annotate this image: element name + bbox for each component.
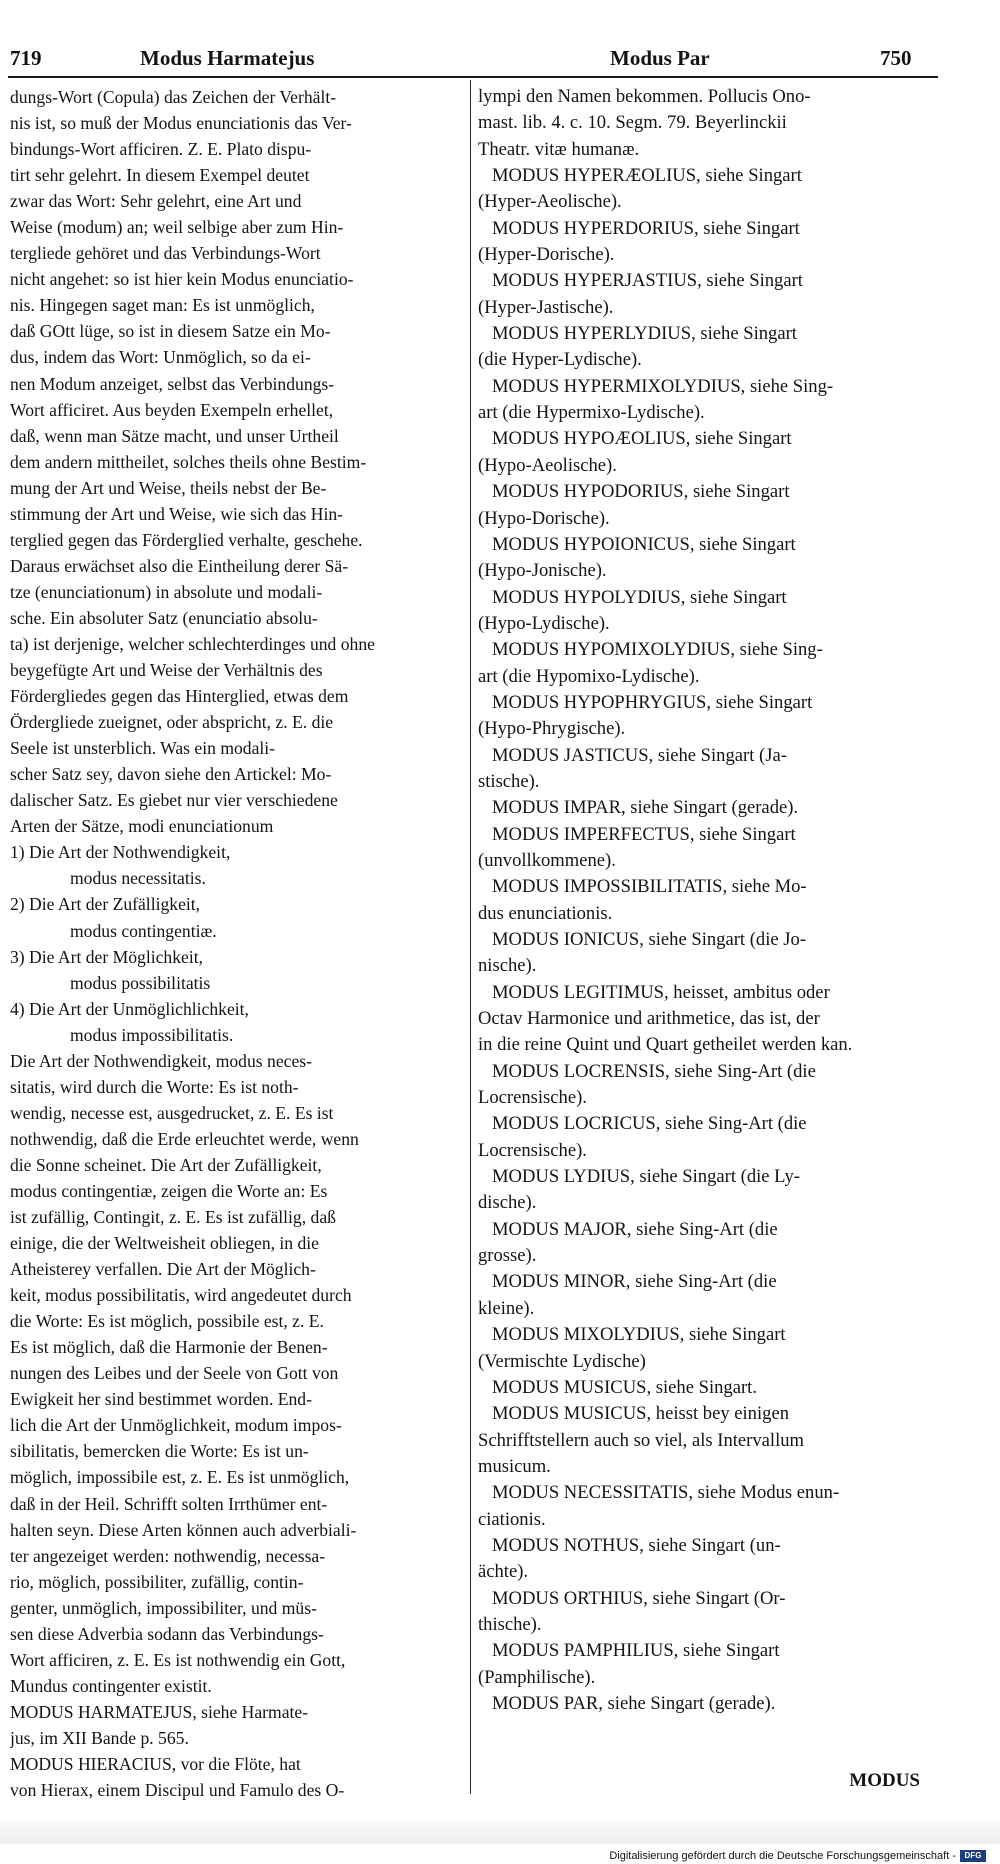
enumeration-latin: modus necessitatis. — [70, 868, 206, 889]
left-text-line: Wort afficiren, z. E. Es ist nothwendig ein Gott, — [10, 1649, 346, 1670]
left-text-line: Ördergliede zueignet, oder abspricht, z. E. die — [10, 712, 334, 733]
left-text-line: sche. Ein absoluter Satz (enunciatio absolu- — [10, 607, 318, 628]
dictionary-entry: MODUS NECESSITATIS, siehe Modus enun- — [492, 1482, 840, 1504]
dictionary-entry: MODUS MINOR, siehe Sing-Art (die — [492, 1271, 777, 1293]
enumeration-item — [10, 891, 460, 943]
left-text-line: nis ist, so muß der Modus enunciationis das Ver- — [10, 113, 352, 134]
catchword: MODUS — [849, 1770, 920, 1791]
dictionary-entry: MODUS HYPOÆOLIUS, siehe Singart — [492, 428, 792, 450]
left-text-line: keit, modus possibilitatis, wird angedeutet durch — [10, 1285, 352, 1306]
dictionary-entry: MODUS PAMPHILIUS, siehe Singart — [492, 1640, 780, 1662]
entry-continuation: (Hypo-Jonische). — [478, 560, 607, 582]
dictionary-entry: MODUS MUSICUS, heisst bey einigen — [492, 1403, 789, 1425]
entry-continuation: (Hypo-Aeolische). — [478, 454, 617, 476]
entry-continuation: lympi den Namen bekommen. Pollucis Ono- — [478, 86, 811, 107]
left-text-line: dalischer Satz. Es giebet nur vier verschiedene — [10, 790, 338, 811]
left-text-line: daß, wenn man Sätze macht, und unser Urtheil — [10, 425, 339, 446]
dictionary-entry: MODUS HYPERÆOLIUS, siehe Singart — [492, 165, 802, 187]
left-text-line: ist zufällig, Contingit, z. E. Es ist zufällig, daß — [10, 1207, 336, 1228]
left-text-line: sen diese Adverbia sodann das Verbindungs- — [10, 1623, 324, 1644]
dictionary-entry: MODUS IMPOSSIBILITATIS, siehe Mo- — [492, 876, 807, 898]
enumeration-latin: modus possibilitatis — [70, 972, 211, 993]
dictionary-entry: MODUS MUSICUS, siehe Singart. — [492, 1376, 757, 1398]
entry-continuation: Octav Harmonice und arithmetice, das ist, der — [478, 1008, 820, 1030]
enumeration-item — [10, 839, 460, 891]
left-text-line: dem andern mittheilet, solches theils ohne Bestim- — [10, 451, 367, 472]
dictionary-entry: MODUS HYPOPHRYGIUS, siehe Singart — [492, 691, 813, 713]
enumeration-label: 3) Die Art der Möglichkeit, — [10, 946, 203, 967]
entry-continuation: (Hypo-Lydische). — [478, 612, 610, 634]
left-text-line: daß GOtt lüge, so ist in diesem Satze ein Mo- — [10, 321, 331, 342]
digitization-footer — [609, 1850, 986, 1862]
entry-continuation: ächte). — [478, 1561, 529, 1583]
left-text-line: nicht angehet: so ist hier kein Modus enunciatio- — [10, 269, 354, 290]
left-text-line: Arten der Sätze, modi enunciationum — [10, 816, 274, 837]
left-text-line: rio, möglich, possibiliter, zufällig, contin- — [10, 1571, 304, 1592]
dictionary-entry: MODUS HYPOMIXOLYDIUS, siehe Sing- — [492, 639, 823, 661]
left-text-line: einige, die der Weltweisheit obliegen, in die — [10, 1233, 319, 1254]
left-running-title: Modus Harmatejus — [140, 46, 315, 70]
enumeration-item — [10, 996, 460, 1048]
left-text-line: Mundus contingenter existit. — [10, 1675, 212, 1696]
left-text-line: sitatis, wird durch die Worte: Es ist noth- — [10, 1076, 299, 1097]
dictionary-entry: MODUS LYDIUS, siehe Singart (die Ly- — [492, 1166, 801, 1188]
dictionary-entry: MODUS PAR, siehe Singart (gerade). — [492, 1692, 776, 1714]
dictionary-entry: MODUS LOCRICUS, siehe Sing-Art (die — [492, 1113, 807, 1135]
left-text-line: Daraus erwächset also die Eintheilung derer Sä- — [10, 555, 349, 576]
entry-continuation: (unvollkommene). — [478, 849, 616, 871]
enumeration-label: 4) Die Art der Unmöglichlichkeit, — [10, 998, 249, 1019]
left-text-line: Seele ist unsterblich. Was ein modali- — [10, 738, 276, 759]
entry-continuation: musicum. — [478, 1455, 551, 1477]
left-text-line: von Hierax, einem Discipul und Famulo des O- — [10, 1780, 345, 1801]
left-text-line: ta) ist derjenige, welcher schlechterdinges und ohne — [10, 633, 375, 654]
left-text-line: zwar das Wort: Sehr gelehrt, eine Art und — [10, 191, 302, 212]
enumeration-latin: modus impossibilitatis. — [70, 1024, 234, 1045]
left-text-line: nis. Hingegen saget man: Es ist unmöglich, — [10, 295, 315, 316]
entry-continuation: thische). — [478, 1613, 542, 1635]
left-text-line: stimmung der Art und Weise, wie sich das Hin- — [10, 503, 343, 524]
dictionary-entry: MODUS NOTHUS, siehe Singart (un- — [492, 1534, 781, 1556]
left-text-line: modus contingentiæ, zeigen die Worte an: Es — [10, 1180, 328, 1201]
dictionary-entry: MODUS MIXOLYDIUS, siehe Singart — [492, 1324, 786, 1346]
entry-continuation: (Hypo-Dorische). — [478, 507, 610, 529]
enumeration-item — [10, 944, 460, 996]
entry-continuation: Theatr. vitæ humanæ. — [478, 138, 640, 160]
left-text-line: jus, im XII Bande p. 565. — [10, 1727, 189, 1748]
left-text-line: möglich, impossibile est, z. E. Es ist unmöglich, — [10, 1467, 350, 1488]
entry-continuation: art (die Hypermixo-Lydische). — [478, 402, 705, 424]
left-text-line: halten seyn. Diese Arten können auch adverbiali- — [10, 1519, 357, 1540]
left-text-line: Ewigkeit her sind bestimmet worden. End- — [10, 1389, 312, 1410]
entry-continuation: nische). — [478, 955, 537, 977]
left-text-line: MODUS HIERACIUS, vor die Flöte, hat — [10, 1754, 301, 1774]
left-text-line: bindungs-Wort afficiren. Z. E. Plato dispu- — [10, 139, 312, 160]
dictionary-entry: MODUS MAJOR, siehe Sing-Art (die — [492, 1218, 778, 1240]
right-column — [478, 84, 933, 1717]
left-text-line: daß in der Heil. Schrifft solten Irrthümer ent- — [10, 1493, 328, 1514]
entry-continuation: Schrifftstellern auch so viel, als Intervallum — [478, 1429, 804, 1451]
dictionary-entry: MODUS HYPERMIXOLYDIUS, siehe Sing- — [492, 375, 834, 397]
entry-continuation: (die Hyper-Lydische). — [478, 349, 642, 371]
dictionary-entry: MODUS JASTICUS, siehe Singart (Ja- — [492, 744, 787, 766]
dictionary-entry: MODUS ORTHIUS, siehe Singart (Or- — [492, 1587, 786, 1609]
left-text-line: MODUS HARMATEJUS, siehe Harmate- — [10, 1701, 309, 1722]
dictionary-entry: MODUS IMPERFECTUS, siehe Singart — [492, 823, 796, 845]
left-text-line: nen Modum anzeiget, selbst das Verbindungs- — [10, 373, 335, 394]
entry-continuation: (Hypo-Phrygische). — [478, 718, 626, 740]
left-text-line: tirt sehr gelehrt. In diesem Exempel deutet — [10, 165, 310, 186]
header-rule — [8, 76, 938, 78]
dictionary-entry: MODUS LEGITIMUS, heisset, ambitus oder — [492, 981, 830, 1003]
column-divider — [470, 80, 471, 1794]
left-text-line: Die Art der Nothwendigkeit, modus neces- — [10, 1050, 312, 1071]
right-running-title: Modus Par — [610, 46, 710, 70]
entry-continuation: dische). — [478, 1192, 537, 1214]
left-text-line: nothwendig, daß die Erde erleuchtet werde, wenn — [10, 1128, 359, 1149]
left-text-line: Wort afficiret. Aus beyden Exempeln erhellet, — [10, 399, 334, 420]
dictionary-entry: MODUS HYPERDORIUS, siehe Singart — [492, 217, 800, 239]
entry-continuation: (Vermischte Lydische) — [478, 1350, 646, 1372]
scan-margin — [0, 1820, 1000, 1844]
dictionary-entry: MODUS HYPERJASTIUS, siehe Singart — [492, 270, 803, 292]
entry-continuation: (Hyper-Jastische). — [478, 296, 614, 318]
left-text-line: nungen des Leibes und der Seele von Gott von — [10, 1363, 339, 1384]
entry-continuation: Locrensische). — [478, 1139, 587, 1161]
dictionary-entry: MODUS HYPODORIUS, siehe Singart — [492, 481, 790, 503]
left-text-line: ter angezeiget werden: nothwendig, necessa- — [10, 1545, 326, 1566]
entry-continuation: (Pamphilische). — [478, 1666, 596, 1688]
entry-continuation: kleine). — [478, 1297, 535, 1319]
enumeration-label: 1) Die Art der Nothwendigkeit, — [10, 842, 231, 863]
entry-continuation: grosse). — [478, 1245, 537, 1267]
left-text-line: terglied gegen das Förderglied verhalte, geschehe. — [10, 529, 363, 550]
enumeration-label: 2) Die Art der Zufälligkeit, — [10, 894, 201, 915]
left-text-line: tergliede gehöret und das Verbindungs-Wort — [10, 243, 321, 264]
left-text-line: sibilitatis, bemercken die Worte: Es ist un- — [10, 1441, 309, 1462]
left-text-line: genter, unmöglich, impossibiliter, und müs- — [10, 1597, 317, 1618]
left-text-line: dus, indem das Wort: Unmöglich, so da ei- — [10, 347, 311, 368]
left-text-line: Weise (modum) an; weil selbige aber zum Hin- — [10, 217, 344, 238]
left-text-line: dungs-Wort (Copula) das Zeichen der Verhält- — [10, 87, 337, 107]
left-text-line: wendig, necesse est, ausgedrucket, z. E. Es ist — [10, 1102, 334, 1123]
entry-continuation: stische). — [478, 770, 540, 792]
left-text-line: Atheisterey verfallen. Die Art der Möglich- — [10, 1259, 316, 1280]
left-text-line: Es ist möglich, daß die Harmonie der Benen- — [10, 1337, 328, 1358]
left-text-line: die Worte: Es ist möglich, possibile est, z. E. — [10, 1311, 324, 1332]
left-text-line: lich die Art der Unmöglichkeit, modum impos- — [10, 1415, 342, 1436]
dictionary-entry: MODUS HYPOLYDIUS, siehe Singart — [492, 586, 787, 608]
dictionary-entry: MODUS HYPERLYDIUS, siehe Singart — [492, 323, 797, 345]
left-text-line: tze (enunciationum) in absolute und modali- — [10, 581, 323, 602]
left-text-line: die Sonne scheinet. Die Art der Zufälligkeit, — [10, 1154, 322, 1175]
enumeration-latin: modus contingentiæ. — [70, 920, 217, 941]
entry-continuation: ciationis. — [478, 1508, 546, 1530]
entry-continuation: Locrensische). — [478, 1087, 587, 1109]
dictionary-entry: MODUS IMPAR, siehe Singart (gerade). — [492, 797, 799, 819]
entry-continuation: (Hyper-Dorische). — [478, 244, 615, 266]
entry-continuation: art (die Hypomixo-Lydische). — [478, 665, 700, 687]
left-page-number: 719 — [10, 46, 42, 70]
entry-continuation: mast. lib. 4. c. 10. Segm. 79. Beyerlinckii — [478, 112, 787, 134]
dfg-logo-icon: DFG — [960, 1850, 986, 1862]
left-text-line: Fördergliedes gegen das Hinterglied, etwas dem — [10, 686, 349, 707]
left-column — [10, 84, 460, 1803]
left-text-line: beygefügte Art und Weise der Verhältnis des — [10, 660, 323, 681]
left-text-line: mung der Art und Weise, theils nebst der Be- — [10, 477, 327, 498]
footer-text: Digitalisierung gefördert durch die Deutsche Forschungsgemeinschaft - — [609, 1849, 956, 1862]
entry-continuation: dus enunciationis. — [478, 902, 613, 924]
dictionary-entry: MODUS LOCRENSIS, siehe Sing-Art (die — [492, 1060, 816, 1082]
left-text-line: scher Satz sey, davon siehe den Artickel: Mo- — [10, 764, 332, 785]
dictionary-entry: MODUS IONICUS, siehe Singart (die Jo- — [492, 929, 807, 950]
entry-continuation: (Hyper-Aeolische). — [478, 191, 622, 213]
dictionary-entry: MODUS HYPOIONICUS, siehe Singart — [492, 533, 796, 555]
entry-continuation: in die reine Quint und Quart getheilet werden kan. — [478, 1034, 853, 1056]
right-page-number: 750 — [880, 46, 912, 70]
